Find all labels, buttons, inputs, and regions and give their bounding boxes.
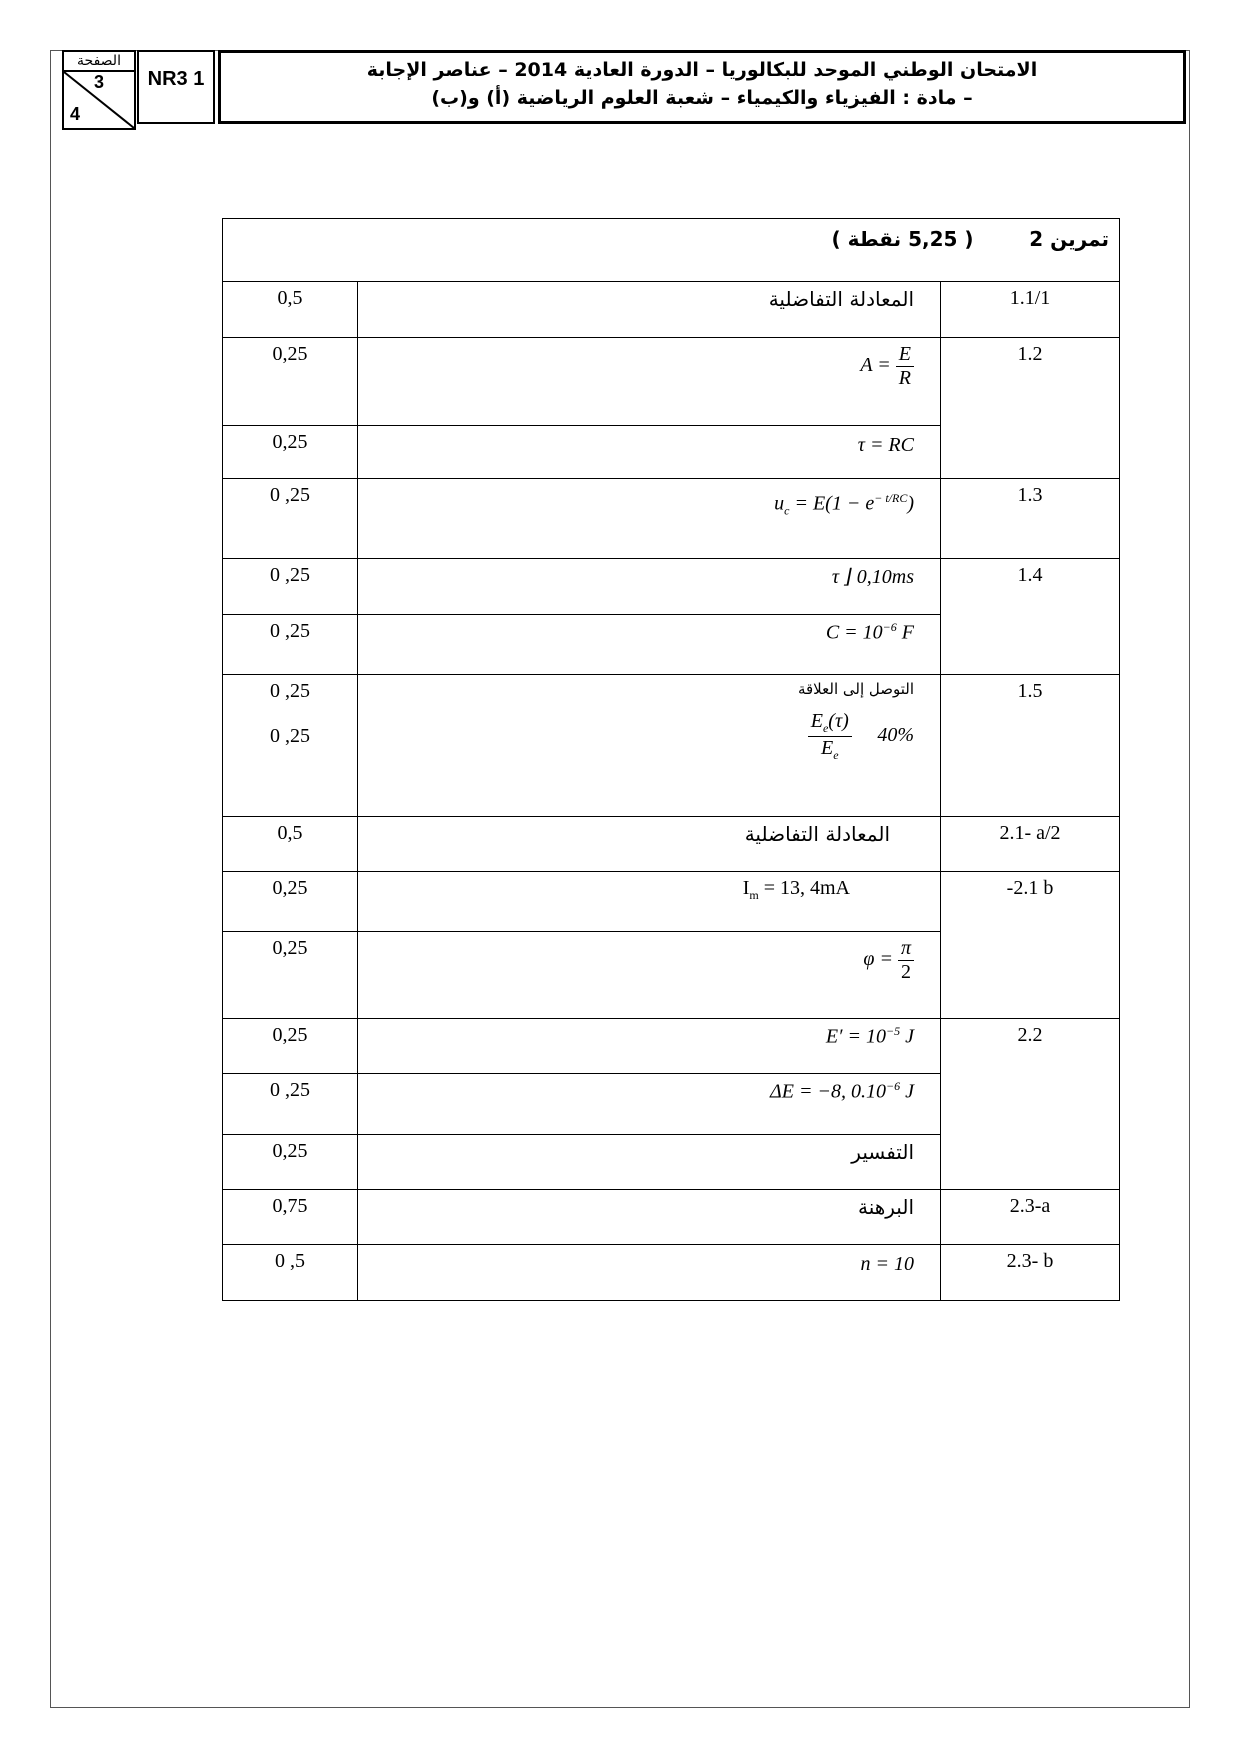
answer-cell: τ = RC	[358, 426, 941, 479]
answer-cell: المعادلة التفاضلية	[358, 282, 941, 338]
table-row	[223, 675, 1120, 817]
fraction-den: 2	[900, 961, 911, 983]
formula-exp: −6	[886, 1079, 901, 1093]
points-cell: 0,25	[223, 1019, 358, 1074]
fraction-den: R	[898, 367, 911, 389]
question-cell: 1.4	[941, 559, 1120, 675]
answer-cell: τ ⌋ 0,10ms	[358, 559, 941, 615]
answer-cell: المعادلة التفاضلية	[358, 817, 941, 872]
table-row	[223, 817, 1120, 872]
points-cell: 0,25	[223, 1135, 358, 1190]
exercise-title: تمرين 2	[1029, 227, 1109, 251]
fraction-den	[808, 737, 852, 763]
points-cell	[223, 675, 358, 817]
question-cell: 1.1/1	[941, 282, 1120, 338]
points-cell: 0 ,5	[223, 1245, 358, 1301]
exam-title-line1: الامتحان الوطني الموحد للبكالوريا – الدورة العادية 2014 – عناصر الإجابة	[366, 59, 1038, 81]
question-cell: 2.3-a	[941, 1190, 1120, 1245]
table-row	[223, 559, 1120, 615]
formula-lhs: A =	[860, 354, 891, 377]
answer-cell	[358, 1074, 941, 1135]
table-row	[223, 338, 1120, 426]
question-cell: 2.3- b	[941, 1245, 1120, 1301]
formula	[358, 710, 914, 763]
question-cell: 1.2	[941, 338, 1120, 479]
formula-part: )	[907, 492, 914, 515]
points-cell: 0,25	[223, 872, 358, 932]
formula-part: E′ = 10	[825, 1025, 886, 1048]
page-total: 4	[70, 104, 81, 124]
points-cell: 0 ,25	[223, 559, 358, 615]
formula-part: (τ)	[828, 710, 849, 732]
answer-cell: التفسير	[358, 1135, 941, 1190]
formula-sub: e	[822, 721, 829, 735]
table-row	[223, 1245, 1120, 1301]
formula-exp: −6	[882, 620, 897, 634]
formula-exp: −5	[886, 1024, 901, 1038]
fraction	[808, 710, 852, 763]
question-cell: 2.1- a/2	[941, 817, 1120, 872]
formula-sub: c	[784, 503, 790, 518]
points-cell: 0,5	[223, 817, 358, 872]
page-number-box	[62, 50, 136, 130]
table-row	[223, 1019, 1120, 1074]
answer-cell: n = 10	[358, 1245, 941, 1301]
question-cell: 1.3	[941, 479, 1120, 559]
points-cell: 0,5	[223, 282, 358, 338]
answer-cell	[358, 932, 941, 1019]
formula-part: u	[774, 492, 785, 515]
formula-part: I	[742, 877, 750, 899]
answer-cell	[358, 1019, 941, 1074]
answer-cell	[358, 872, 941, 932]
formula-part: ΔE = −8, 0.10	[770, 1080, 886, 1103]
fraction-num	[808, 710, 852, 737]
fraction	[896, 343, 914, 390]
formula-part: C = 10	[825, 621, 883, 644]
exam-title-box	[218, 50, 1186, 124]
formula-part: = E(1 − e	[789, 492, 875, 515]
fraction	[898, 937, 914, 984]
answer-cell	[358, 675, 941, 817]
exam-code: NR3 1	[137, 50, 215, 124]
formula-exp: − t/RC	[874, 491, 908, 505]
formula-sub: m	[749, 888, 759, 902]
exam-title-line2: – مادة : الفيزياء والكيمياء – شعبة العلوم الرياضية (أ) و(ب)	[431, 87, 973, 109]
table-row	[223, 282, 1120, 338]
page-label: الصفحة	[64, 52, 134, 72]
formula-part: J	[900, 1080, 914, 1103]
formula-sub: e	[833, 748, 839, 762]
table-row	[223, 872, 1120, 932]
points-cell: 0,25	[223, 338, 358, 426]
question-cell: 1.5	[941, 675, 1120, 817]
points-value: 0 ,25	[270, 725, 310, 747]
exercise-heading	[223, 219, 1120, 282]
table-row	[223, 479, 1120, 559]
answer-table	[222, 218, 1120, 1301]
points-cell: 0 ,25	[223, 1074, 358, 1135]
formula-part: E	[820, 737, 834, 759]
question-cell: -2.1 b	[941, 872, 1120, 1019]
page-number: 3	[94, 72, 105, 92]
fraction-num: E	[896, 343, 914, 367]
table-row	[223, 1190, 1120, 1245]
formula-part: E	[810, 710, 823, 732]
question-cell: 2.2	[941, 1019, 1120, 1190]
points-cell: 0 ,25	[223, 615, 358, 675]
formula-rhs: ⃞ 40%	[851, 724, 914, 747]
formula-part: J	[900, 1025, 914, 1048]
answer-cell	[358, 479, 941, 559]
formula-part: = 13, 4mA	[758, 877, 850, 899]
exercise-points: ( 5,25 نقطة )	[831, 227, 974, 251]
fraction-num: π	[898, 937, 914, 961]
points-cell: 0 ,25	[223, 479, 358, 559]
points-cell: 0,75	[223, 1190, 358, 1245]
formula-lhs: φ =	[863, 948, 893, 971]
points-value: 0 ,25	[270, 680, 310, 702]
answer-text: التوصل إلى العلاقة	[797, 680, 914, 698]
answer-cell	[358, 338, 941, 426]
answer-cell: البرهنة	[358, 1190, 941, 1245]
points-cell: 0,25	[223, 426, 358, 479]
points-cell: 0,25	[223, 932, 358, 1019]
answer-cell	[358, 615, 941, 675]
formula-part: F	[896, 621, 914, 644]
